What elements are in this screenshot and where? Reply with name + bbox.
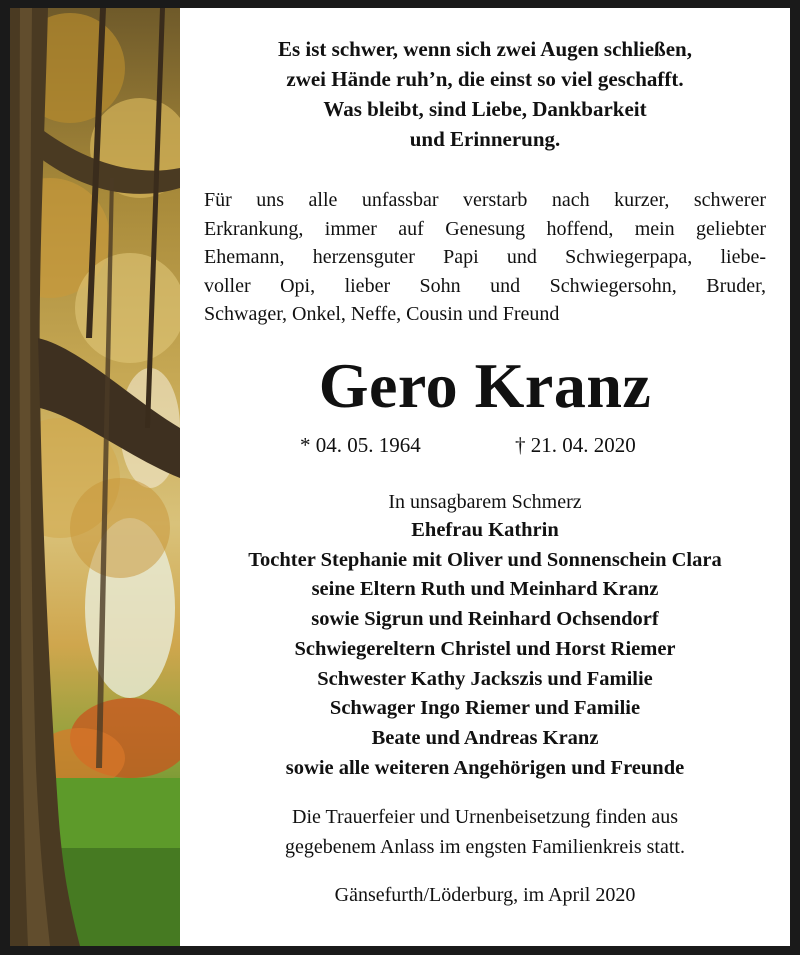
intro-line: voller Opi, lieber Sohn und Schwiegersohn, Bruder,: [204, 274, 766, 297]
autumn-tree-image: [10, 8, 180, 946]
funeral-line: gegebenem Anlass im engsten Familienkreis statt.: [285, 836, 685, 858]
death-date: † 21. 04. 2020: [515, 433, 636, 457]
mourner-line: Beate und Andreas Kranz: [371, 726, 599, 749]
place-and-date: Gänsefurth/Löderburg, im April 2020: [334, 884, 636, 906]
intro-line: Für uns alle unfassbar verstarb nach kurzer, schwerer: [204, 189, 766, 211]
mourner-line: Schwager Ingo Riemer und Familie: [329, 697, 641, 720]
tree-illustration: [10, 8, 180, 946]
intro-line: Schwager, Onkel, Neffe, Cousin und Freund: [204, 303, 560, 325]
mourner-line: Tochter Stephanie mit Oliver und Sonnenschein Clara: [248, 548, 722, 571]
mourning-intro: In unsagbarem Schmerz: [388, 491, 582, 513]
death-announcement: [204, 186, 766, 329]
intro-line: Erkrankung, immer auf Genesung hoffend, mein geliebter: [204, 217, 766, 240]
memorial-poem: [180, 34, 790, 154]
birth-date: * 04. 05. 1964: [300, 433, 421, 457]
mourner-line: sowie alle weiteren Angehörigen und Freunde: [285, 756, 685, 779]
mourners-list: [180, 516, 790, 783]
poem-line: zwei Hände ruh’n, die einst so viel geschafft.: [286, 67, 684, 91]
poem-line: Es ist schwer, wenn sich zwei Augen schließen,: [277, 37, 692, 61]
poem-line: Was bleibt, sind Liebe, Dankbarkeit: [323, 97, 647, 121]
deceased-name: Gero Kranz: [318, 350, 652, 421]
funeral-notice: [180, 802, 790, 862]
poem-line: und Erinnerung.: [409, 127, 561, 151]
mourner-line: seine Eltern Ruth und Meinhard Kranz: [311, 578, 659, 601]
mourner-line: Schwester Kathy Jackszis und Familie: [317, 667, 653, 690]
intro-line: Ehemann, herzensguter Papi und Schwiegerpapa, liebe-: [204, 246, 766, 268]
funeral-line: Die Trauerfeier und Urnenbeisetzung finden aus: [292, 806, 678, 828]
mourner-line: sowie Sigrun und Reinhard Ochsendorf: [311, 608, 659, 631]
mourner-line: Ehefrau Kathrin: [411, 519, 559, 541]
mourner-line: Schwiegereltern Christel und Horst Riemer: [294, 637, 676, 660]
obituary-text-panel: [180, 8, 790, 946]
